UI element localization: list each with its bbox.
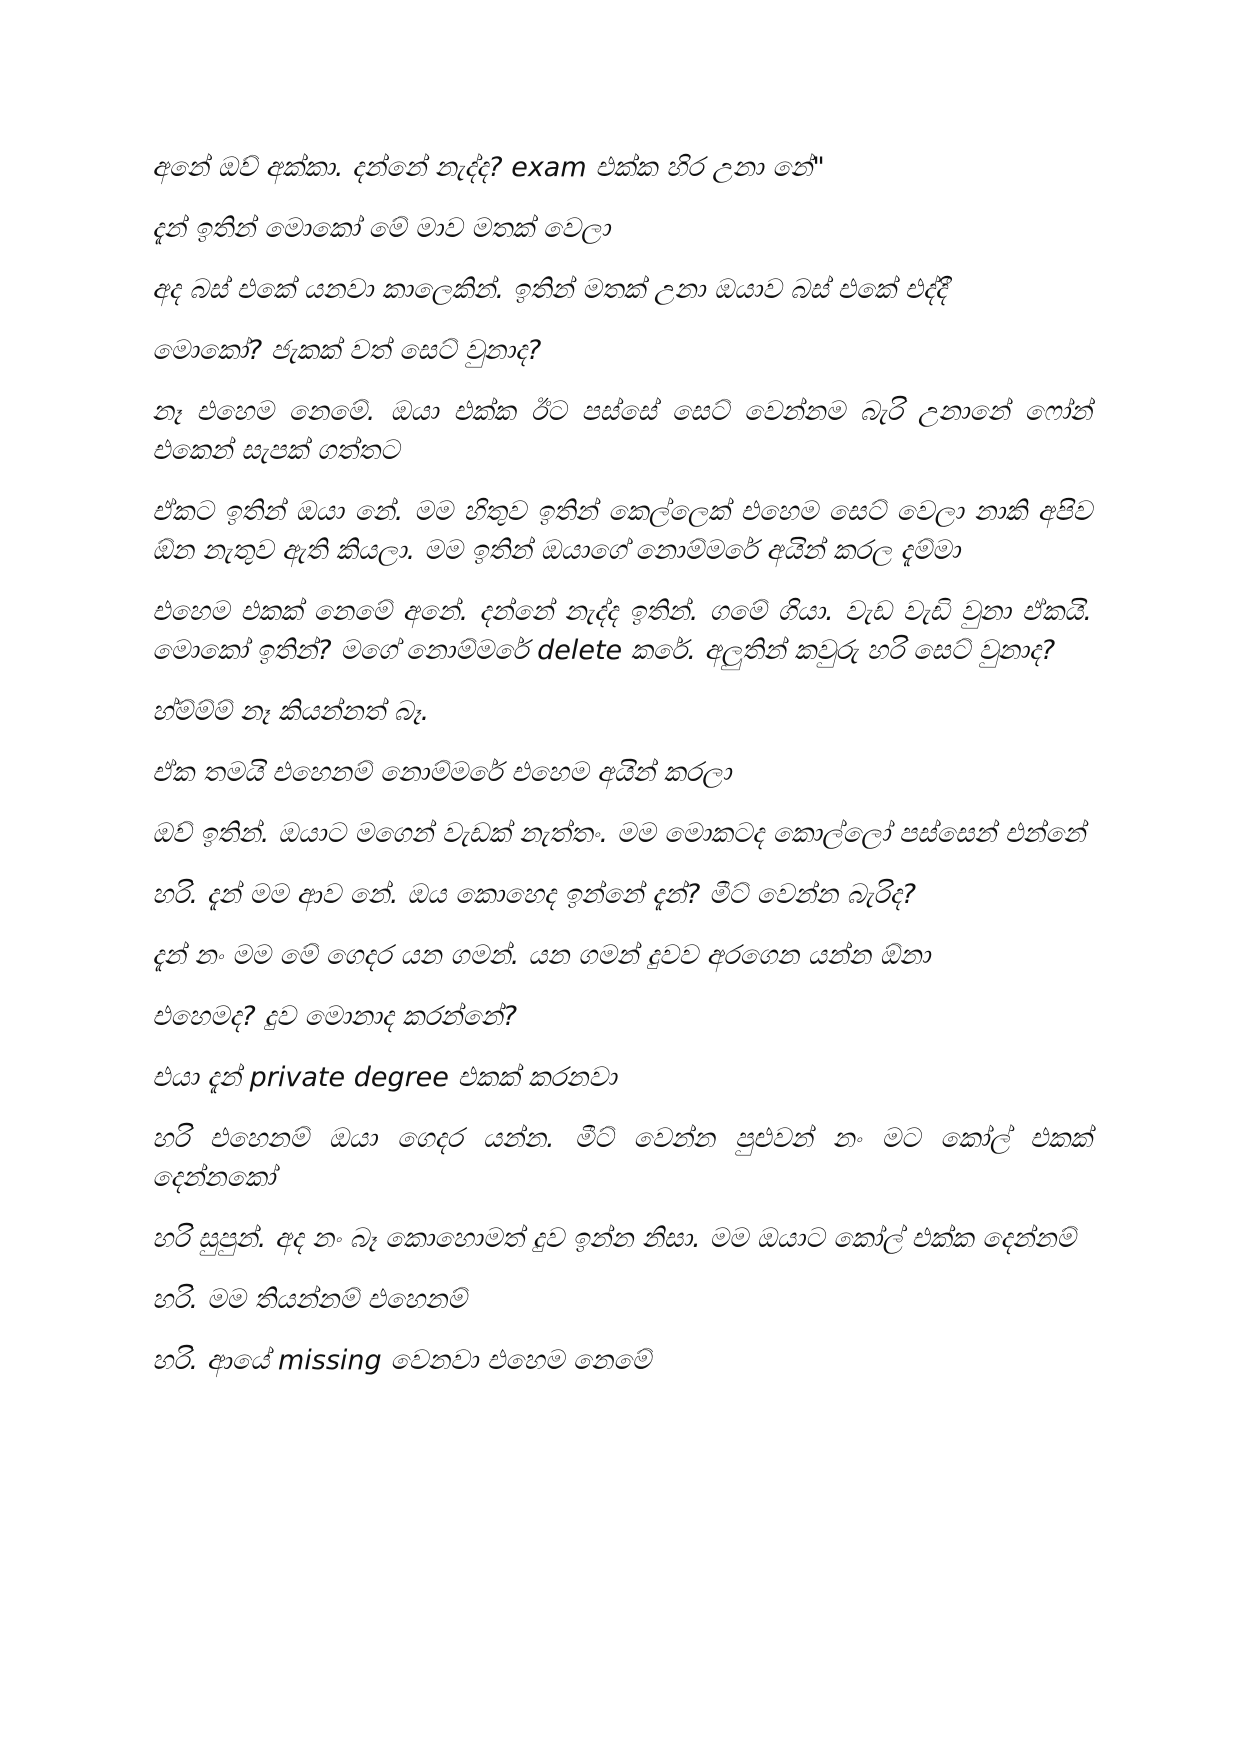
paragraph: හරි එහෙනම් ඔයා ගෙදර යන්න. මීට් වෙන්න පුළුවන් නං මට කෝල් එකක් දෙන්නකෝ: [152, 1123, 1092, 1193]
paragraph: එයා දැන් private degree එකක් කරනවා: [152, 1062, 617, 1093]
paragraph: දැන් ඉතින් මොකෝ මේ මාව මතක් වෙලා: [152, 213, 611, 244]
dialogue-text-block: [152, 148, 1092, 1402]
paragraph: ඒක තමයි එහෙනම් නොම්මරේ එහෙම අයින් කරලා: [152, 757, 732, 788]
paragraph: හරි. ආයේ missing වෙනවා එහෙම නෙමේ: [152, 1345, 651, 1376]
paragraph: හරි. මම තියන්නම් එහෙනම්: [152, 1284, 467, 1315]
paragraph: මොකෝ? ජැකක් වත් සෙට් වුනාද?: [152, 335, 542, 366]
paragraph: ඒකට ඉතින් ඔයා නේ. මම හිතුව ඉතින් කෙල්ලෙක් එහෙම සෙට් වෙලා නාකි අපිව ඕන නැතුව ඇති කියලා. මම ඉතින් ඔයාගේ නොම්මරේ අයින් කරල දැම්මා: [152, 496, 1092, 566]
paragraph: හ්ම්ම්ම් නෑ කියන්නත් බෑ.: [152, 696, 430, 727]
paragraph: හරි සුපුන්. අද නං බෑ කොහොමත් දුව ඉන්න නිසා. මම ඔයාට කෝල් එක්ක දෙන්නම්: [152, 1223, 1076, 1254]
paragraph: එහෙමද? දුව මොනාද කරන්නේ?: [152, 1001, 518, 1032]
paragraph: අද බස් එකේ යනවා කාලෙකින්. ඉතින් මතක් උනා ඔයාව බස් එකේ එද්දී: [152, 274, 947, 305]
paragraph: අනේ ඔව් අක්කා. දන්නේ නැද්ද? exam එක්ක හිර උනා නේ": [152, 152, 825, 183]
paragraph: දැන් නං මම මේ ගෙදර යන ගමන්. යන ගමන් දුවව අරගෙන යන්න ඕනා: [152, 940, 931, 971]
paragraph: නෑ එහෙම නෙමේ. ඔයා එක්ක ඊට පස්සේ සෙට් වෙන්නම බැරි උනානේ ෆෝන් එකෙන් සැපක් ගත්තට: [152, 396, 1092, 466]
paragraph: එහෙම එකක් නෙමේ අනේ. දන්නේ නැද්ද ඉතින්. ගමේ ගියා. වැඩ වැඩි වුනා ඒකයි. මොකෝ ඉතින්? මගේ නොම්මරේ delete කරේ. අලුතින් කවුරු හරි සෙට් වුනාද?: [152, 596, 1092, 666]
paragraph: ඔව් ඉතින්. ඔයාට මගෙන් වැඩක් නැත්තං. මම මොකටද කොල්ලෝ පස්සෙන් එන්නේ: [152, 818, 1086, 849]
paragraph: හරි. දැන් මම ආව නේ. ඔය කොහෙද ඉන්නේ දැන්? මීට් වෙන්න බැරිද?: [152, 879, 917, 910]
